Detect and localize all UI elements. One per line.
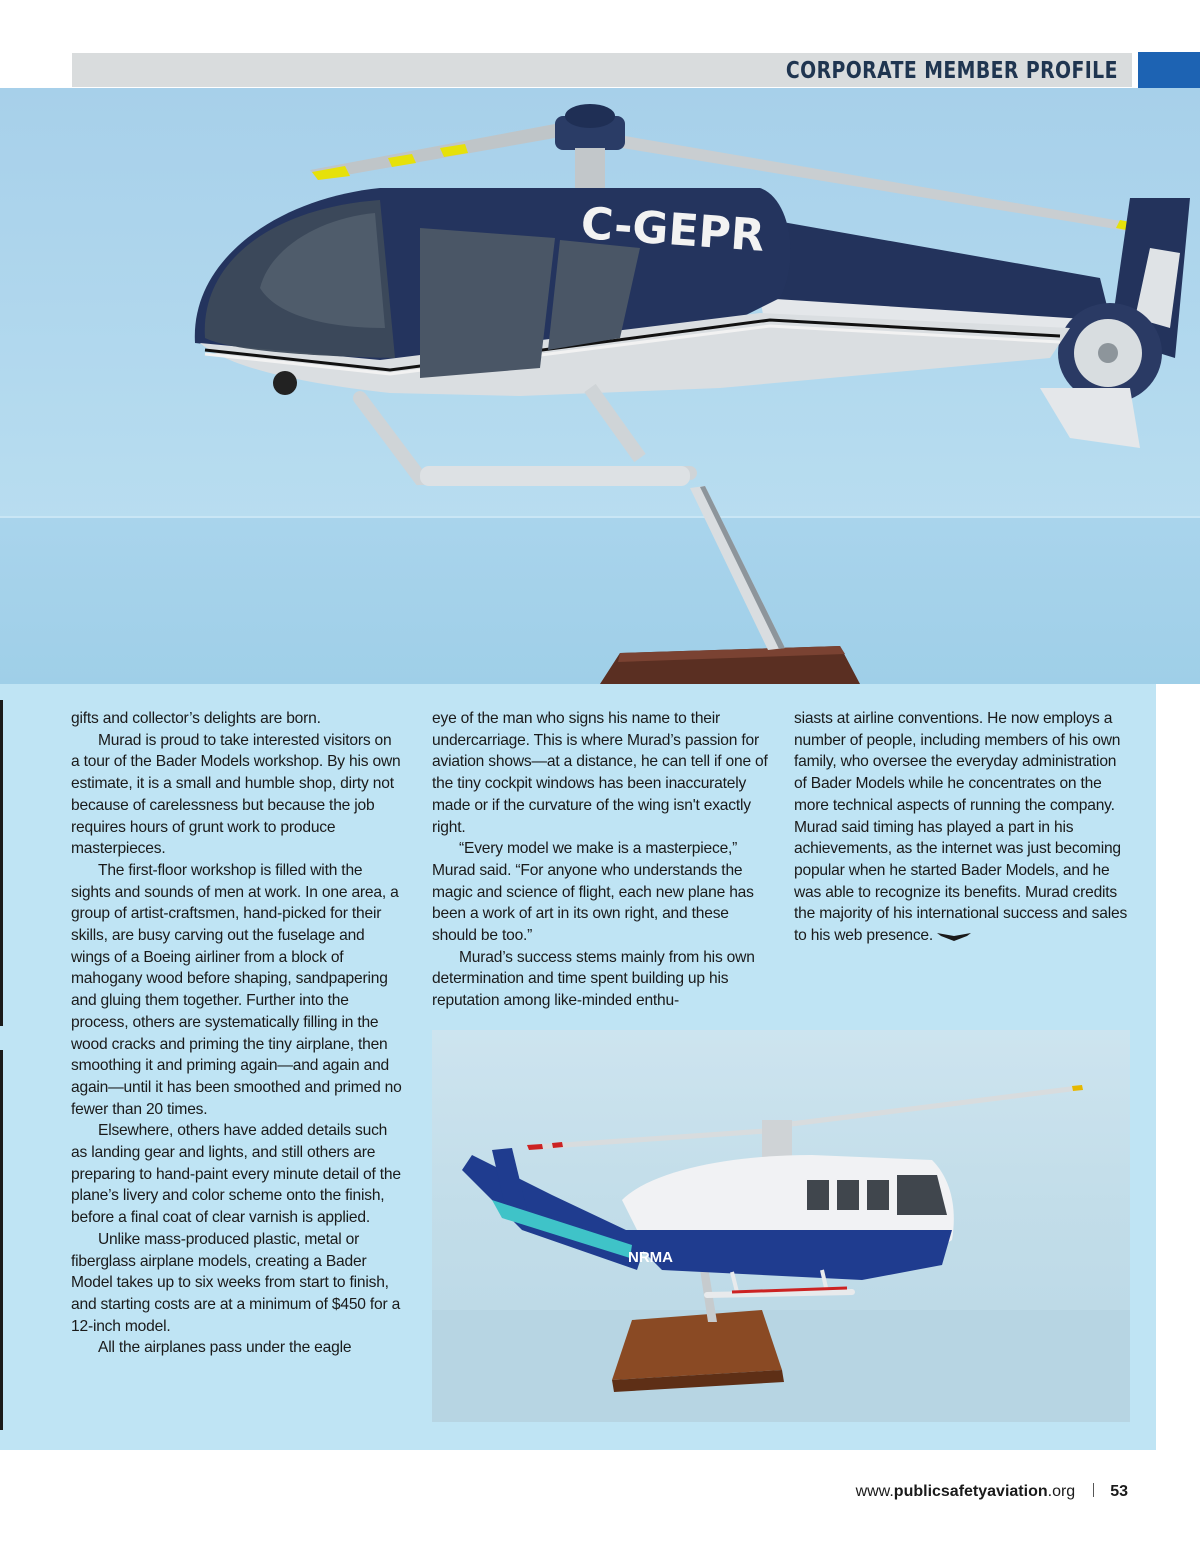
paragraph (794, 708, 1130, 947)
paragraph: eye of the man who signs his name to their undercarriage. This is where Murad’s passion for aviation shows—at a distance, he can tell if one of the tiny cockpit windows has been inaccurately made or if the curvature of the wing isn't exactly right. (432, 710, 768, 836)
end-of-article-wings-icon (937, 930, 971, 942)
article-column-2 (432, 708, 768, 1012)
paragraph: The first-floor workshop is filled with the sights and sounds of men at work. In one area, a group of artist-craftsmen, hand-picked for their skills, are busy carving out the fuselage and wings of a Boeing airliner from a block of mahogany wood before shaping, sandpapering and gluing them together. Further into the process, others are systematically filling in the wood cracks and priming the tiny airplane, then smoothing it and priming again—and again and again—until it has been smoothed and primed no fewer than 20 times. (71, 861, 402, 1118)
footer-url-prefix: www. (855, 1483, 894, 1500)
hero-helicopter-illustration (0, 88, 1200, 684)
hero-registration-text: C-GEPR (579, 198, 767, 262)
footer-url-domain: publicsafetyaviation (893, 1483, 1048, 1500)
helicopter-livery-text: NRMA (628, 1249, 673, 1266)
left-margin-rule (0, 700, 3, 1026)
footer-url-suffix: .org (1047, 1483, 1076, 1500)
paragraph: gifts and collector’s delights are born. (71, 710, 321, 727)
paragraph: Unlike mass-produced plastic, metal or fiberglass airplane models, creating a Bader Model takes up to six weeks from start to finish, and starting costs are at a minimum of $450 for a 12-inch model. (71, 1230, 401, 1335)
paragraph: All the airplanes pass under the eagle (98, 1339, 352, 1357)
footer-separator (1093, 1483, 1094, 1497)
paragraph-text: siasts at airline conventions. He now employs a number of people, including members of his own family, who oversee the everyday administration of Bader Models while he concentrates on the more technical aspects of running the company. Murad said timing has played a part in his achievements, as the internet was just becoming popular when he started Bader Models, and he was able to recognize its benefits. Murad credits the majority of his international success and sales to his web presence. (794, 710, 1128, 945)
paragraph: “Every model we make is a masterpiece,” Murad said. “For anyone who understands the magic and science of flight, each new plane has been a work of art in its own right, and these should be too.” (432, 840, 754, 945)
left-margin-rule-lower (0, 1050, 3, 1430)
paragraph: Elsewhere, others have added details such as landing gear and lights, and still others are preparing to hand-paint every minute detail of the plane’s livery and color scheme onto the finish, before a final coat of clear varnish is applied. (71, 1122, 401, 1227)
hero-photo (0, 88, 1200, 684)
model-helicopter-photo (432, 1030, 1130, 1422)
model-helicopter-illustration (432, 1030, 1130, 1422)
paragraph: Murad is proud to take interested visitors on a tour of the Bader Models workshop. By his own estimate, it is a small and humble shop, dirty not because of carelessness but because the job requires hours of grunt work to produce masterpieces. (71, 731, 401, 858)
article-column-1 (71, 708, 403, 1359)
page-footer (856, 1480, 1128, 1504)
article-column-3 (794, 708, 1130, 947)
page-number: 53 (1110, 1483, 1128, 1500)
paragraph: Murad’s success stems mainly from his own determination and time spent building up his reputation among like-minded enthu- (432, 948, 755, 1010)
header-accent-block (1138, 52, 1200, 88)
section-title: CORPORATE MEMBER PROFILE (785, 58, 1118, 84)
